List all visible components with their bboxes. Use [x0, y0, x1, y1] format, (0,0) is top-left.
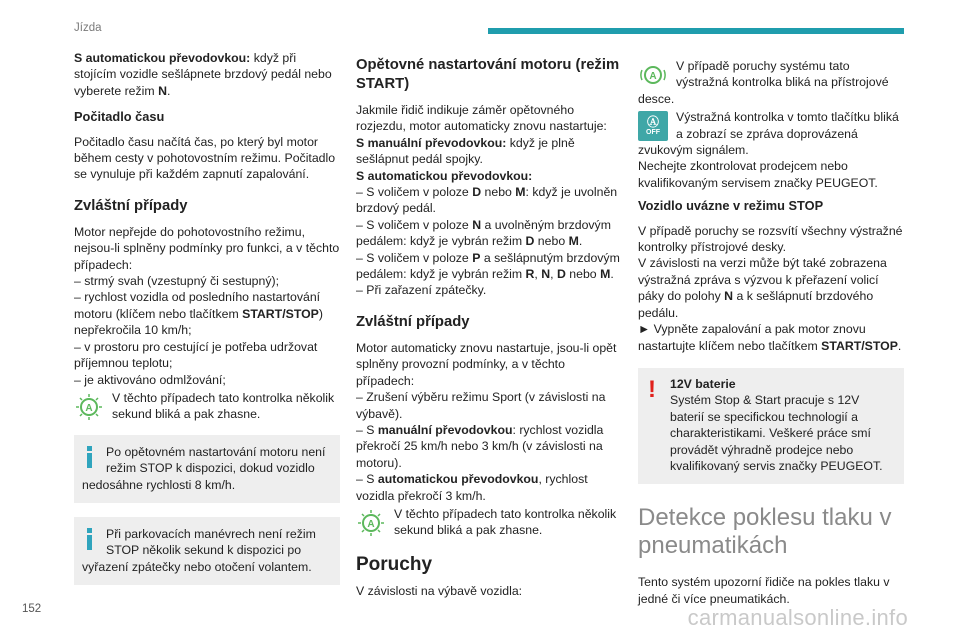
eco-lamp-note: A V těchto případech tato kontrolka několik sekund bliká a pak zhasne. [74, 390, 340, 423]
off-button-lamp-note: Ⓐ OFF Výstražná kontrolka v tomto tlačítku bliká a zobrazí se zpráva doprovázená zvukovým signálem. [638, 110, 899, 158]
tyre-pressure-text: Tento systém upozorní řidiče na pokles tlaku v jedné či více pneumatikách. [638, 575, 890, 606]
section-header: Jízda [74, 22, 102, 34]
column-right [638, 58, 904, 614]
heading-tyre-pressure: Detekce poklesu tlaku v pneumatikách [638, 504, 892, 560]
auto-gearbox-list: S automatickou převodovkou: – S voličem v poloze D nebo M: když je uvolněn brzdový pedál. – S voličem v poloze N a uvolněným brzdovým pedálem: když je vybrán režim D nebo M. – S voličem v poloze P a sešlápnutým brzdovým pedálem: když je vybrán režim R, N, D nebo M. – Při zařazení zpátečky. [356, 168, 620, 298]
fault-lamp-note: A V případě poruchy systému tato výstražná kontrolka bliká na přístrojové desce. [638, 59, 889, 106]
special-cases-list: Motor nepřejde do pohotovostního režimu, nejsou-li splněny podmínky pro funkci, a v těchto případech: – strmý svah (vzestupný či sestupný); – rychlost vozidla od posledního nastartování motoru (klíčem nebo tlačítkem START/STOP) nepřekročila 10 km/h; – v prostoru pro cestující je potřeba udržovat příjemnou teplotu; – je aktivováno odmlžování; [74, 224, 340, 387]
info-icon [84, 528, 94, 550]
watermark: carmanualsonline.info [687, 605, 908, 630]
svg-text:A: A [649, 71, 657, 82]
dealer-check-text: Nechejte zkontrolovat prodejcem nebo kvalifikovaným servisem značky PEUGEOT. [638, 159, 878, 190]
heading-faults: Poruchy [356, 553, 433, 575]
auto-gearbox-paragraph: S automatickou převodovkou: když při stojícím vozidle sešlápnete brzdový pedál nebo vyberete režim N. [74, 51, 332, 98]
restart-intro: Jakmile řidič indikuje záměr opětovného rozjezdu, motor automaticky znovu nastartuje: [356, 103, 607, 134]
heading-special-cases: Zvláštní případy [74, 197, 188, 214]
warning-box-battery: ! 12V baterie Systém Stop & Start pracuje s 12V baterií se specifickou technologií a charakteristikami. Veškeré práce smí provádět výhradně prodejce nebo kvalifikovaný servis značky PEUGEOT. [638, 368, 904, 484]
heading-special-cases-2: Zvláštní případy [356, 313, 470, 330]
eco-lamp-note-2: A V těchto případech tato kontrolka několik sekund bliká a pak zhasne. [356, 506, 622, 539]
info-box-restart: Po opětovném nastartování motoru není režim STOP k dispozici, dokud vozidlo nedosáhne rychlosti 8 km/h. [74, 435, 340, 503]
exclamation-icon: ! [648, 375, 656, 403]
restart-special-list: Motor automaticky znovu nastartuje, jsou-li opět splněny provozní podmínky, a v těchto případech: – Zrušení výběru režimu Sport (v závislosti na výbavě). – S manuální převodovkou: rychlost vozidla překročí 25 km/h nebo 3 km/h (v závislosti na motoru). – S automatickou převodovkou, rychlost vozidla překročí 3 km/h. [356, 340, 617, 503]
column-left [74, 50, 340, 597]
eco-a-lamp-icon [356, 508, 386, 538]
manual-gearbox-paragraph: S manuální převodovkou: když je plně sešlápnut pedál spojky. [356, 135, 575, 167]
warning-title: 12V baterie [670, 376, 736, 391]
header-accent-bar [488, 28, 904, 34]
heading-stuck-stop: Vozidlo uvázne v režimu STOP [638, 198, 824, 214]
a-off-button-icon: Ⓐ OFF [638, 111, 668, 141]
svg-text:A: A [85, 402, 93, 414]
page-number: 152 [22, 603, 42, 615]
heading-restart: Opětovné nastartování motoru (režim START) [356, 57, 620, 92]
eco-a-warning-lamp-icon [638, 60, 668, 90]
info-box-parking: Při parkovacích manévrech není režim STOP několik sekund k dispozici po vyřazení zpátečky nebo otočení volantem. [74, 517, 340, 585]
faults-intro: V závislosti na výbavě vozidla: [356, 584, 523, 599]
eco-a-lamp-icon [74, 392, 104, 422]
column-middle [356, 50, 622, 607]
heading-time-counter: Počitadlo času [74, 109, 165, 125]
stuck-stop-text: V případě poruchy se rozsvítí všechny výstražné kontrolky přístrojové desky. V závislosti na verzi může být také zobrazena výstražná zpráva s výzvou k přeřazení volicí páky do polohy N a k sešlápnutí brzdového pedálu. ► Vypněte zapalování a pak motor znovu nastartujte klíčem nebo tlačítkem START/STOP. [638, 223, 903, 353]
svg-text:A: A [367, 518, 375, 530]
arrow-bullet-icon: ► [638, 322, 651, 337]
time-counter-text: Počitadlo času načítá čas, po který byl motor během cesty v pohotovostním režimu. Počitadlo se vynuluje při každém zapnutí zapalování. [74, 134, 336, 182]
info-icon [84, 446, 94, 468]
